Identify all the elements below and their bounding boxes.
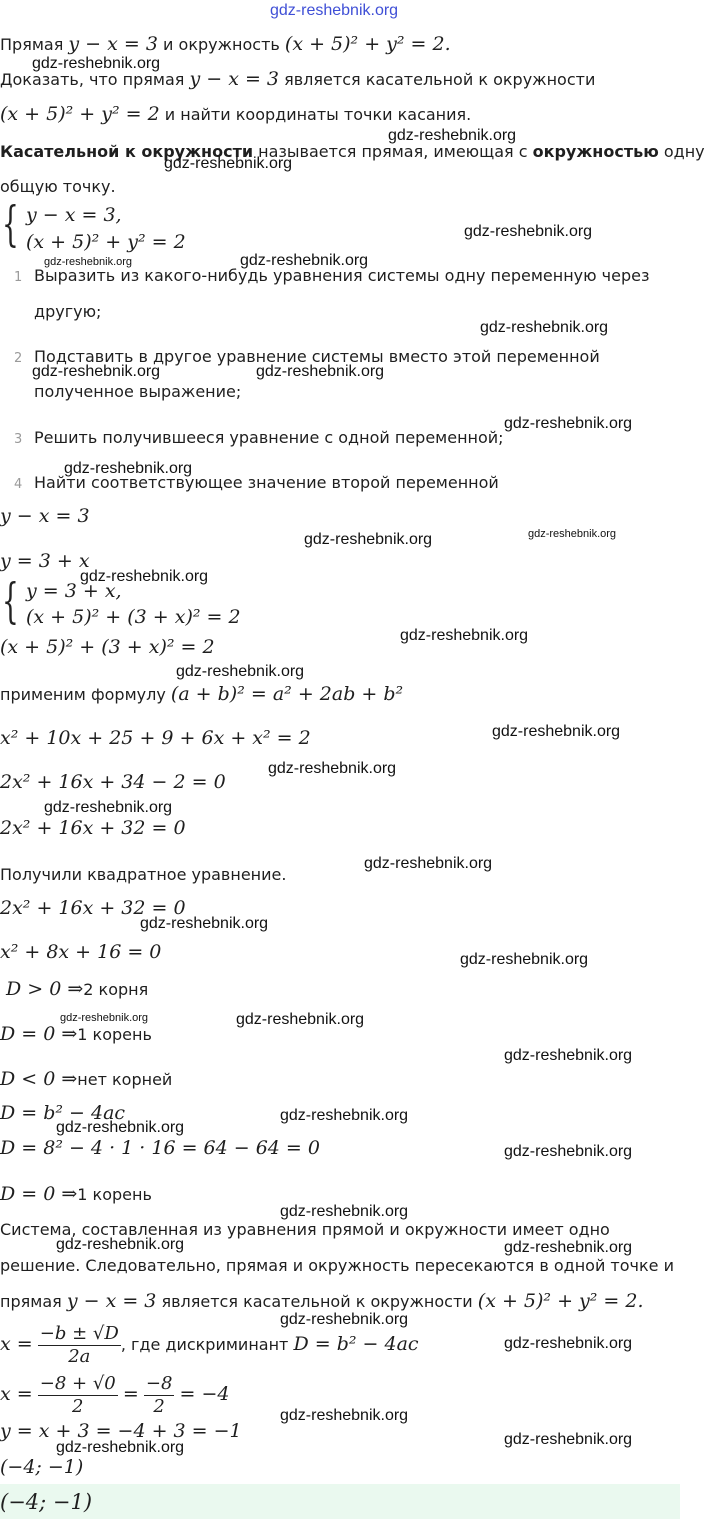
root-lhs: x = <box>0 1333 33 1355</box>
formula-label: применим формулу <box>0 685 166 704</box>
problem-line-2 <box>0 69 595 90</box>
watermark: gdz-reshebnik.org <box>480 319 609 336</box>
root-numerator: −b ± √D <box>39 1323 119 1344</box>
line-equation: y − x = 3 <box>189 68 280 90</box>
discriminant-negative <box>0 1069 172 1090</box>
x-calculation <box>0 1370 229 1419</box>
watermark: gdz-reshebnik.org <box>44 256 133 268</box>
condition: D < 0 ⇒ <box>0 1068 78 1090</box>
watermark: gdz-reshebnik.org <box>240 252 369 269</box>
condition: D = 0 ⇒ <box>0 1023 78 1045</box>
conclusion-line-3 <box>0 1291 644 1312</box>
watermark: gdz-reshebnik.org <box>400 627 529 644</box>
step-number: 4 <box>14 477 23 492</box>
watermark: gdz-reshebnik.org <box>268 760 397 777</box>
quadratic-label: Получили квадратное уравнение. <box>0 865 287 884</box>
answer-box <box>0 1484 680 1519</box>
equals-sign: = <box>122 1383 139 1405</box>
equation: x² + 8x + 16 = 0 <box>0 941 162 963</box>
watermark: gdz-reshebnik.org <box>280 1407 409 1424</box>
definition-line-1 <box>0 142 705 162</box>
conclusion-line-1: Система, составленная из уравнения прямой и окружности имеет одно <box>0 1220 610 1239</box>
x-denominator: 2 <box>153 1396 165 1417</box>
answer: (−4; −1) <box>0 1490 93 1514</box>
watermark: gdz-reshebnik.org <box>304 531 433 548</box>
watermark: gdz-reshebnik.org <box>236 1011 365 1028</box>
definition-line-2 <box>0 177 116 197</box>
system-equation-2: (x + 5)² + (3 + x)² = 2 <box>26 606 241 628</box>
equation: 2x² + 16x + 34 − 2 = 0 <box>0 771 226 793</box>
step-text: Решить получившееся уравнение с одной переменной; <box>34 428 504 447</box>
root-denominator: 2a <box>68 1346 91 1367</box>
watermark: gdz-reshebnik.org <box>504 1047 633 1064</box>
watermark: gdz-reshebnik.org <box>56 1119 185 1136</box>
watermark: gdz-reshebnik.org <box>504 1335 633 1352</box>
watermark: gdz-reshebnik.org <box>56 1236 185 1253</box>
conclusion-line-2: решение. Следовательно, прямая и окружность пересекаются в одной точке и <box>0 1256 674 1275</box>
equation: 2x² + 16x + 32 = 0 <box>0 817 186 839</box>
discriminant-result <box>0 1184 152 1205</box>
definition-text: называется прямая, имеющая с <box>258 142 528 161</box>
problem-line-3 <box>0 104 471 125</box>
equation: 2x² + 16x + 32 = 0 <box>0 897 186 919</box>
definition-text: одну <box>663 142 705 161</box>
step-number: 1 <box>14 270 23 285</box>
y-calculation: y = x + 3 = −4 + 3 = −1 <box>0 1420 242 1442</box>
discriminant-formula: D = b² − 4ac <box>293 1333 419 1355</box>
watermark: gdz-reshebnik.org <box>176 663 305 680</box>
step-text: другую; <box>34 302 102 321</box>
condition-result: 1 корень <box>77 1025 152 1044</box>
system-brace: { <box>2 196 19 252</box>
step-text: полученное выражение; <box>34 382 242 401</box>
tangent-point: (−4; −1) <box>0 1456 84 1478</box>
root-fraction <box>38 1323 121 1368</box>
condition: D = 0 ⇒ <box>0 1183 78 1205</box>
problem-text: и окружность <box>163 35 280 54</box>
equation: (x + 5)² + (3 + x)² = 2 <box>0 636 215 658</box>
problem-text: Доказать, что прямая <box>0 70 185 89</box>
system-equation-2: (x + 5)² + y² = 2 <box>26 231 186 253</box>
condition-result: 2 корня <box>83 980 149 999</box>
watermark: gdz-reshebnik.org <box>164 155 293 172</box>
root-text: , где дискриминант <box>120 1335 289 1354</box>
condition-result: нет корней <box>77 1070 173 1089</box>
discriminant-formula: D = b² − 4ac <box>0 1102 126 1124</box>
watermark: gdz-reshebnik.org <box>140 915 269 932</box>
circle-equation: (x + 5)² + y² = 2 <box>0 103 160 125</box>
problem-text: и найти координаты точки касания. <box>164 105 472 124</box>
circle-equation: (x + 5)² + y² = 2. <box>477 1290 644 1312</box>
problem-text: является касательной к окружности <box>284 70 596 89</box>
circle-equation: (x + 5)² + y² = 2. <box>284 33 451 55</box>
watermark: gdz-reshebnik.org <box>504 1143 633 1160</box>
watermark-top[interactable]: gdz-reshebnik.org <box>270 2 399 19</box>
step-1-continued <box>14 302 101 321</box>
watermark: gdz-reshebnik.org <box>64 460 193 477</box>
condition: D > 0 ⇒ <box>6 978 84 1000</box>
watermark: gdz-reshebnik.org <box>364 855 493 872</box>
step-1 <box>14 266 649 285</box>
definition-term: окружностью <box>532 142 659 161</box>
watermark: gdz-reshebnik.org <box>460 951 589 968</box>
equation: y = 3 + x <box>0 550 90 572</box>
line-equation: y − x = 3 <box>66 1290 157 1312</box>
definition-term: Касательной к окружности <box>0 142 254 161</box>
condition-result: 1 корень <box>77 1185 152 1204</box>
x-lhs: x = <box>0 1383 33 1405</box>
formula-line <box>0 684 403 705</box>
watermark: gdz-reshebnik.org <box>280 1203 409 1220</box>
discriminant-zero <box>0 1024 152 1045</box>
step-text: Найти соответствующее значение второй переменной <box>34 473 499 492</box>
watermark: gdz-reshebnik.org <box>504 1431 633 1448</box>
step-3 <box>14 428 504 447</box>
system-brace: { <box>2 573 19 629</box>
root-formula <box>0 1320 419 1369</box>
watermark: gdz-reshebnik.org <box>256 363 385 380</box>
watermark: gdz-reshebnik.org <box>32 363 161 380</box>
system-equation-1: y − x = 3, <box>26 204 122 226</box>
definition-text: общую точку. <box>0 177 116 196</box>
conclusion-text: является касательной к окружности <box>161 1292 473 1311</box>
watermark: gdz-reshebnik.org <box>32 55 161 72</box>
watermark: gdz-reshebnik.org <box>80 568 209 585</box>
discriminant-positive <box>6 979 148 1000</box>
watermark: gdz-reshebnik.org <box>492 723 621 740</box>
equation: y − x = 3 <box>0 505 90 527</box>
step-number: 2 <box>14 351 23 366</box>
problem-text: Прямая <box>0 35 64 54</box>
x-numerator: −8 + √0 <box>39 1373 116 1394</box>
conclusion-text: прямая <box>0 1292 62 1311</box>
x-result: = −4 <box>179 1383 230 1405</box>
x-fraction-2 <box>144 1373 175 1418</box>
formula: (a + b)² = a² + 2ab + b² <box>170 683 404 705</box>
x-numerator: −8 <box>145 1373 173 1394</box>
watermark: gdz-reshebnik.org <box>528 528 617 540</box>
step-text: Подставить в другое уравнение системы вместо этой переменной <box>34 347 600 366</box>
watermark: gdz-reshebnik.org <box>60 1012 149 1024</box>
step-number: 3 <box>14 432 23 447</box>
equation: x² + 10x + 25 + 9 + 6x + x² = 2 <box>0 727 311 749</box>
x-fraction <box>38 1373 118 1418</box>
watermark: gdz-reshebnik.org <box>280 1107 409 1124</box>
step-4 <box>14 473 499 492</box>
watermark: gdz-reshebnik.org <box>388 127 517 144</box>
line-equation: y − x = 3 <box>68 33 158 55</box>
watermark: gdz-reshebnik.org <box>280 1311 409 1328</box>
discriminant-calculation: D = 8² − 4 · 1 · 16 = 64 − 64 = 0 <box>0 1137 320 1159</box>
watermark: gdz-reshebnik.org <box>464 223 593 240</box>
x-denominator: 2 <box>72 1396 84 1417</box>
watermark: gdz-reshebnik.org <box>56 1439 185 1456</box>
system-equation-1: y = 3 + x, <box>26 580 122 602</box>
watermark: gdz-reshebnik.org <box>44 799 173 816</box>
problem-line-1 <box>0 34 451 55</box>
watermark: gdz-reshebnik.org <box>504 415 633 432</box>
watermark: gdz-reshebnik.org <box>504 1239 633 1256</box>
step-2-continued <box>14 382 241 401</box>
step-text: Выразить из какого-нибудь уравнения системы одну переменную через <box>34 266 650 285</box>
